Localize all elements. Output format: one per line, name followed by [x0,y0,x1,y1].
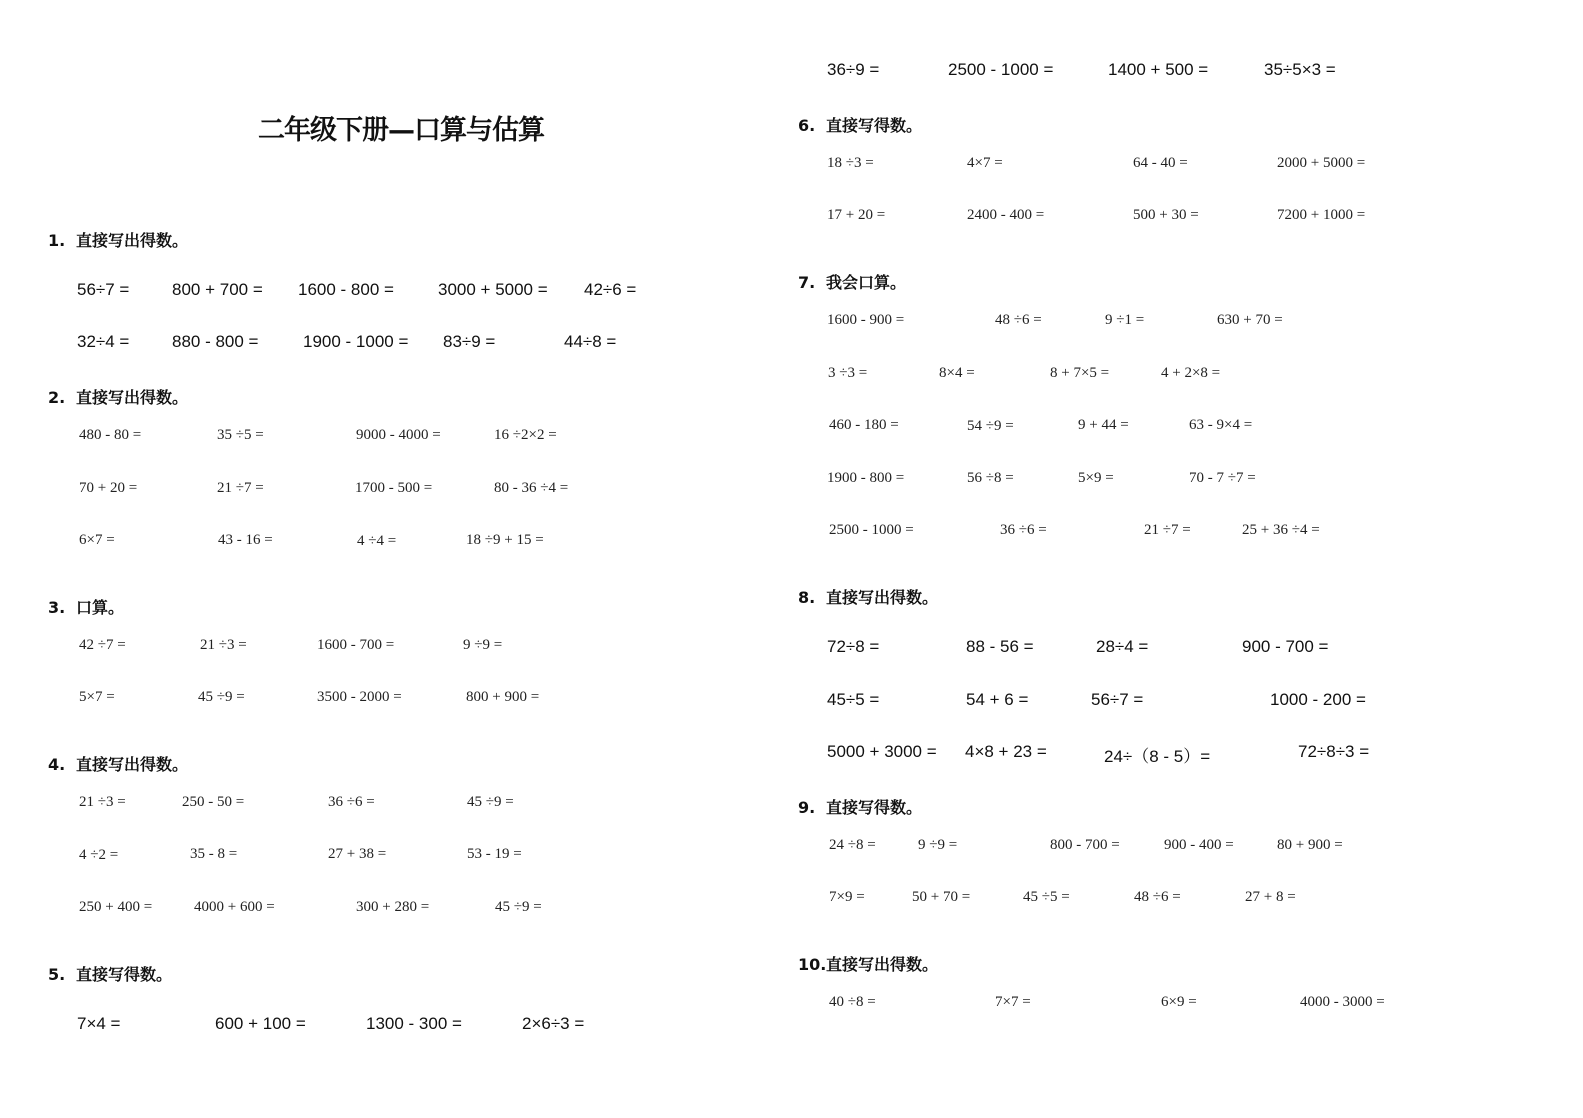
problem: 3500 - 2000 = [317,689,402,705]
problem: 5×9 = [1078,470,1114,486]
problem: 900 - 700 = [1242,637,1329,656]
problem: 80 - 36 ÷4 = [494,480,569,496]
problem: 80 + 900 = [1277,837,1343,853]
problem: 460 - 180 = [829,417,899,433]
problem: 900 - 400 = [1164,837,1234,853]
problem: 600 + 100 = [215,1014,306,1033]
problem: 70 - 7 ÷7 = [1189,470,1256,486]
problem: 27 + 38 = [328,846,387,862]
problem: 72÷8÷3 = [1298,742,1370,761]
problem: 88 - 56 = [966,637,1034,656]
problem: 56÷7 = [1091,690,1144,709]
problem: 7×9 = [829,889,865,905]
section-heading-7: 7. 我会口算。 [798,273,907,292]
problem: 18 ÷9 + 15 = [466,532,544,548]
problem: 35 ÷5 = [217,427,264,443]
problem: 4 ÷4 = [357,533,397,549]
section-heading-8: 8. 直接写出得数。 [798,588,939,607]
problem: 630 + 70 = [1217,312,1283,328]
section-heading-1: 1. 直接写出得数。 [48,231,189,250]
problem: 7200 + 1000 = [1277,207,1366,223]
problem: 800 - 700 = [1050,837,1120,853]
section-heading-5: 5. 直接写得数。 [48,965,173,984]
problem: 56 ÷8 = [967,470,1014,486]
problem: 54 ÷9 = [967,418,1014,434]
problem: 4 + 2×8 = [1161,365,1221,381]
problem: 4000 + 600 = [194,899,275,915]
problem: 500 + 30 = [1133,207,1199,223]
problem: 53 - 19 = [467,846,522,862]
problem: 44÷8 = [564,332,617,351]
problem: 25 + 36 ÷4 = [1242,522,1320,538]
problem: 21 ÷7 = [217,480,264,496]
problem: 1400 + 500 = [1108,60,1209,79]
problem: 1700 - 500 = [355,480,433,496]
problem: 40 ÷8 = [829,994,876,1010]
problem: 9 ÷9 = [918,837,958,853]
problem: 16 ÷2×2 = [494,427,557,443]
problem: 32÷4 = [77,332,130,351]
problem: 42 ÷7 = [79,637,126,653]
section-heading-4: 4. 直接写出得数。 [48,755,189,774]
problem: 72÷8 = [827,637,880,656]
problem: 3 ÷3 = [828,365,868,381]
problem: 83÷9 = [443,332,496,351]
problem: 36 ÷6 = [1000,522,1047,538]
problem: 50 + 70 = [912,889,971,905]
problem: 35 - 8 = [190,846,238,862]
problem: 5000 + 3000 = [827,742,937,761]
problem: 5×7 = [79,689,115,705]
section-heading-6: 6. 直接写得数。 [798,116,923,135]
problem: 45 ÷9 = [495,899,542,915]
problem: 2500 - 1000 = [829,522,914,538]
problem: 28÷4 = [1096,637,1149,656]
problem: 4 ÷2 = [79,847,119,863]
problem: 7×7 = [995,994,1031,1010]
problem: 24 ÷8 = [829,837,876,853]
problem: 45 ÷9 = [467,794,514,810]
problem: 27 + 8 = [1245,889,1296,905]
problem: 4×8 + 23 = [965,742,1047,761]
problem: 6×7 = [79,532,115,548]
problem: 1000 - 200 = [1270,690,1366,709]
problem: 8×4 = [939,365,975,381]
problem: 2400 - 400 = [967,207,1045,223]
problem: 9 + 44 = [1078,417,1129,433]
problem: 1600 - 800 = [298,280,394,299]
problem: 4000 - 3000 = [1300,994,1385,1010]
problem: 18 ÷3 = [827,155,874,171]
section-heading-10: 10.直接写出得数。 [798,955,939,974]
problem: 300 + 280 = [356,899,430,915]
problem: 4×7 = [967,155,1003,171]
problem: 1600 - 700 = [317,637,395,653]
page-title: 二年级下册—口算与估算 [258,115,544,146]
problem: 800 + 700 = [172,280,263,299]
problem: 21 ÷3 = [79,794,126,810]
problem: 56÷7 = [77,280,130,299]
problem: 64 - 40 = [1133,155,1188,171]
problem: 1300 - 300 = [366,1014,462,1033]
problem: 480 - 80 = [79,427,142,443]
problem: 1600 - 900 = [827,312,905,328]
problem: 2500 - 1000 = [948,60,1054,79]
problem: 9 ÷9 = [463,637,503,653]
problem: 21 ÷7 = [1144,522,1191,538]
problem: 3000 + 5000 = [438,280,548,299]
problem: 1900 - 800 = [827,470,905,486]
problem: 36 ÷6 = [328,794,375,810]
section-heading-3: 3. 口算。 [48,598,125,617]
problem: 36÷9 = [827,60,880,79]
problem: 2000 + 5000 = [1277,155,1366,171]
problem: 24÷（8 - 5）= [1104,747,1211,766]
problem: 42÷6 = [584,280,637,299]
problem: 35÷5×3 = [1264,60,1336,79]
problem: 63 - 9×4 = [1189,417,1253,433]
problem: 2×6÷3 = [522,1014,585,1033]
problem: 250 + 400 = [79,899,153,915]
problem: 45÷5 = [827,690,880,709]
problem: 43 - 16 = [218,532,273,548]
problem: 45 ÷9 = [198,689,245,705]
problem: 54 + 6 = [966,690,1029,709]
problem: 1900 - 1000 = [303,332,409,351]
problem: 880 - 800 = [172,332,259,351]
problem: 8 + 7×5 = [1050,365,1110,381]
problem: 45 ÷5 = [1023,889,1070,905]
problem: 17 + 20 = [827,207,886,223]
problem: 9 ÷1 = [1105,312,1145,328]
problem: 6×9 = [1161,994,1197,1010]
problem: 21 ÷3 = [200,637,247,653]
problem: 9000 - 4000 = [356,427,441,443]
problem: 250 - 50 = [182,794,245,810]
problem: 48 ÷6 = [1134,889,1181,905]
section-heading-2: 2. 直接写出得数。 [48,388,189,407]
problem: 48 ÷6 = [995,312,1042,328]
section-heading-9: 9. 直接写得数。 [798,798,923,817]
problem: 7×4 = [77,1014,121,1033]
problem: 800 + 900 = [466,689,540,705]
problem: 70 + 20 = [79,480,138,496]
